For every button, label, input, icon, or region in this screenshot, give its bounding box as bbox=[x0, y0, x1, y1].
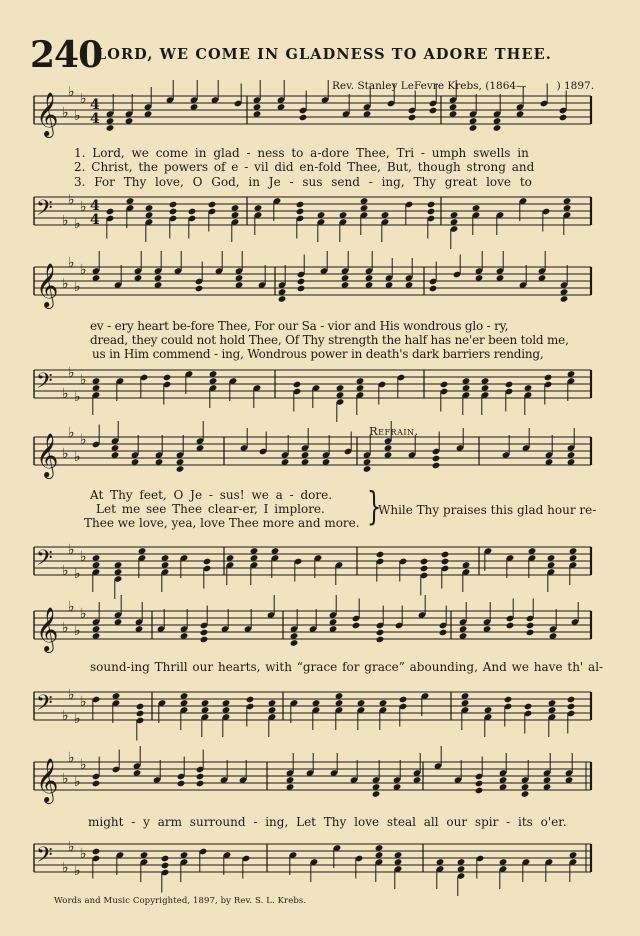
flat-icon: ♭ bbox=[62, 276, 69, 292]
flat-icon: ♭ bbox=[80, 846, 87, 862]
lyric-line-s3-v2: Let me see Thee clear-er, I implore. bbox=[96, 502, 325, 516]
note-head bbox=[161, 862, 170, 870]
flat-icon: ♭ bbox=[62, 563, 69, 579]
bass-clef-icon: 𝄢 bbox=[36, 546, 53, 576]
flat-icon: ♭ bbox=[68, 839, 75, 855]
flat-icon: ♭ bbox=[68, 750, 75, 766]
note-head bbox=[441, 551, 450, 559]
flat-icon: ♭ bbox=[80, 91, 87, 107]
flat-icon: ♭ bbox=[80, 432, 87, 448]
note-head bbox=[526, 622, 535, 630]
verse-brace: } bbox=[366, 484, 382, 528]
lyric-line-s1-v2: 2. Christ, the powers of e - vil did en-fold Thee, But, though strong and bbox=[74, 160, 535, 174]
lyric-line-s1-v1: 1. Lord, we come in glad - ness to a-dore Thee, Tri - umph swells in bbox=[74, 146, 529, 160]
author-date: ) 1897. bbox=[556, 80, 595, 92]
note-head bbox=[297, 278, 306, 286]
note-head bbox=[427, 208, 436, 216]
note-head bbox=[296, 201, 305, 209]
note-head bbox=[372, 790, 381, 798]
flat-icon: ♭ bbox=[68, 192, 75, 208]
note-head bbox=[376, 629, 385, 637]
hymn-number: 240 bbox=[30, 34, 103, 76]
note-head bbox=[196, 780, 205, 788]
lyric-line-s2-v2: dread, they could not hold Thee, Of Thy strength the half has ne'er been told me, bbox=[90, 333, 569, 347]
note-head bbox=[352, 622, 361, 630]
note-head bbox=[469, 124, 478, 132]
note-head bbox=[544, 374, 553, 382]
flat-icon: ♭ bbox=[62, 386, 69, 402]
refrain-label: Refrain. bbox=[369, 424, 419, 438]
note-head bbox=[136, 703, 145, 711]
note-head bbox=[196, 773, 205, 781]
bass-clef-icon: 𝄢 bbox=[36, 369, 53, 399]
note-head bbox=[92, 848, 101, 856]
note-head bbox=[567, 696, 576, 704]
refrain-lyric-line: While Thy praises this glad hour re- bbox=[378, 503, 597, 517]
note-head bbox=[136, 710, 145, 718]
note-head bbox=[432, 455, 441, 463]
lyric-line-s3-v3: Thee we love, yea, love Thee more and more. bbox=[84, 516, 360, 530]
flat-icon: ♭ bbox=[68, 84, 75, 100]
time-signature: 4 bbox=[90, 111, 100, 127]
flat-icon: ♭ bbox=[80, 606, 87, 622]
flat-icon: ♭ bbox=[68, 365, 75, 381]
flat-icon: ♭ bbox=[74, 863, 81, 879]
note-head bbox=[208, 201, 217, 209]
note-head bbox=[506, 622, 515, 630]
note-head bbox=[106, 208, 115, 216]
lyric-line-s4: sound-ing Thrill our hearts, with “grace for grace” abounding, And we have th' al- bbox=[90, 660, 604, 674]
flat-icon: ♭ bbox=[62, 860, 69, 876]
note-head bbox=[161, 855, 170, 863]
flat-icon: ♭ bbox=[62, 771, 69, 787]
time-signature: 4 bbox=[90, 212, 100, 228]
time-signature: 4 bbox=[90, 97, 100, 113]
note-head bbox=[293, 381, 302, 389]
treble-clef-icon: 𝄞 bbox=[36, 758, 59, 802]
note-head bbox=[92, 780, 101, 788]
note-head bbox=[439, 629, 448, 637]
note-head bbox=[560, 295, 569, 303]
flat-icon: ♭ bbox=[74, 449, 81, 465]
note-head bbox=[299, 114, 308, 122]
lyric-line-s3-v1: At Thy feet, O Je - sus! we a - dore. bbox=[90, 488, 333, 502]
note-head bbox=[376, 551, 385, 559]
flat-icon: ♭ bbox=[80, 199, 87, 215]
flat-icon: ♭ bbox=[80, 262, 87, 278]
note-head bbox=[567, 703, 576, 711]
note-head bbox=[429, 107, 438, 115]
flat-icon: ♭ bbox=[68, 425, 75, 441]
note-head bbox=[163, 374, 172, 382]
note-head bbox=[203, 558, 212, 566]
flat-icon: ♭ bbox=[74, 389, 81, 405]
treble-clef-icon: 𝄞 bbox=[36, 263, 59, 307]
flat-icon: ♭ bbox=[68, 687, 75, 703]
note-head bbox=[290, 639, 299, 647]
note-head bbox=[169, 201, 178, 209]
note-head bbox=[169, 208, 178, 216]
treble-clef-icon: 𝄞 bbox=[36, 433, 59, 477]
treble-clef-icon: 𝄞 bbox=[36, 92, 59, 136]
note-head bbox=[376, 636, 385, 644]
flat-icon: ♭ bbox=[62, 105, 69, 121]
note-head bbox=[432, 462, 441, 470]
treble-clef-icon: 𝄞 bbox=[36, 607, 59, 651]
lyric-line-s2-v3: us in Him commend - ing, Wondrous power in death's dark barriers rending, bbox=[92, 347, 544, 361]
author-name: Rev. Stanley LeFevre Krebs, (1864— bbox=[332, 80, 527, 92]
note-head bbox=[363, 465, 372, 473]
flat-icon: ♭ bbox=[74, 774, 81, 790]
note-head bbox=[524, 703, 533, 711]
flat-icon: ♭ bbox=[68, 255, 75, 271]
note-head bbox=[441, 558, 450, 566]
note-head bbox=[521, 790, 530, 798]
note-head bbox=[200, 636, 209, 644]
flat-icon: ♭ bbox=[68, 599, 75, 615]
bass-clef-icon: 𝄢 bbox=[36, 196, 53, 226]
note-head bbox=[399, 696, 408, 704]
flat-icon: ♭ bbox=[74, 108, 81, 124]
flat-icon: ♭ bbox=[62, 708, 69, 724]
note-head bbox=[188, 208, 197, 216]
flat-icon: ♭ bbox=[74, 566, 81, 582]
bass-clef-icon: 𝄢 bbox=[36, 843, 53, 873]
note-head bbox=[200, 629, 209, 637]
note-head bbox=[177, 780, 186, 788]
note-head bbox=[505, 381, 514, 389]
flat-icon: ♭ bbox=[80, 757, 87, 773]
note-head bbox=[526, 629, 535, 637]
note-head bbox=[420, 558, 429, 566]
flat-icon: ♭ bbox=[74, 623, 81, 639]
note-head bbox=[420, 565, 429, 573]
note-head bbox=[475, 780, 484, 788]
lyric-line-s2-v1: ev - ery heart be-fore Thee, For our Sa - vior and His wondrous glo - ry, bbox=[90, 319, 509, 333]
note-head bbox=[106, 124, 115, 132]
flat-icon: ♭ bbox=[74, 711, 81, 727]
note-head bbox=[475, 787, 484, 795]
note-head bbox=[176, 465, 185, 473]
hymn-title: LORD, WE COME IN GLADNESS TO ADORE THEE. bbox=[96, 46, 552, 63]
time-signature: 4 bbox=[90, 198, 100, 214]
note-head bbox=[429, 285, 438, 293]
note-head bbox=[440, 381, 449, 389]
flat-icon: ♭ bbox=[74, 279, 81, 295]
flat-icon: ♭ bbox=[74, 216, 81, 232]
flat-icon: ♭ bbox=[62, 213, 69, 229]
note-head bbox=[278, 295, 287, 303]
flat-icon: ♭ bbox=[80, 372, 87, 388]
bass-clef-icon: 𝄢 bbox=[36, 691, 53, 721]
flat-icon: ♭ bbox=[68, 542, 75, 558]
note-head bbox=[559, 114, 568, 122]
flat-icon: ♭ bbox=[80, 549, 87, 565]
flat-icon: ♭ bbox=[62, 620, 69, 636]
note-head bbox=[493, 124, 502, 132]
flat-icon: ♭ bbox=[62, 446, 69, 462]
note-head bbox=[297, 285, 306, 293]
note-head bbox=[427, 201, 436, 209]
note-head bbox=[246, 696, 255, 704]
note-head bbox=[408, 114, 417, 122]
lyric-line-s1-v3: 3. For Thy love, O God, in Je - sus send - ing, Thy great love to bbox=[74, 175, 532, 189]
copyright-notice: Words and Music Copyrighted, 1897, by Rev. S. L. Krebs. bbox=[54, 896, 307, 906]
flat-icon: ♭ bbox=[80, 694, 87, 710]
note-head bbox=[296, 208, 305, 216]
note-head bbox=[504, 696, 513, 704]
lyric-line-s5: might - y arm surround - ing, Let Thy love steal all our spir - its o'er. bbox=[88, 815, 567, 829]
note-head bbox=[195, 285, 204, 293]
